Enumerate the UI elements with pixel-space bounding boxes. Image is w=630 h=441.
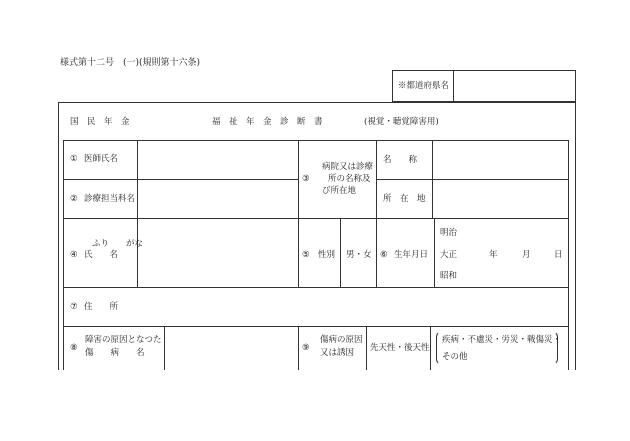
birth-num: ⑥ — [380, 250, 388, 260]
prefecture-field[interactable] — [454, 71, 574, 101]
patient-name-label: 氏 名 — [84, 250, 119, 260]
birth-month: 月 — [522, 250, 531, 260]
origin-options-2[interactable]: その他 — [442, 352, 468, 362]
department-label: 診療担当科名 — [84, 194, 136, 204]
hospital-name-label: 名 称 — [383, 155, 418, 165]
line — [298, 326, 299, 370]
doctor-name-label: 医師氏名 — [84, 154, 119, 164]
line — [434, 218, 435, 287]
furigana-label: ふり がな — [92, 239, 144, 249]
hospital-label-2: 所の名称及 — [328, 174, 371, 184]
origin-num: ⑨ — [302, 343, 310, 353]
line — [366, 326, 367, 370]
address-field[interactable] — [138, 289, 568, 325]
hospital-address-label: 所 在 地 — [383, 194, 426, 204]
title-main: 福 祉 年 金 診 断 書 — [212, 117, 323, 127]
era-showa[interactable]: 昭和 — [440, 271, 458, 281]
birth-year: 年 — [489, 250, 498, 260]
cause-field[interactable] — [165, 327, 297, 369]
line — [376, 218, 377, 287]
line — [298, 140, 299, 287]
era-meiji[interactable]: 明治 — [440, 228, 458, 238]
sex-value[interactable]: 男・女 — [346, 250, 372, 260]
title-suffix: (視覚・聴覚障害用) — [364, 117, 439, 127]
line — [430, 326, 431, 370]
line — [63, 287, 569, 288]
congenital-acquired[interactable]: 先天性・後天性 — [370, 343, 430, 353]
title-left: 国 民 年 金 — [70, 117, 130, 127]
hospital-label-3: び所在地 — [322, 186, 357, 196]
sex-label: 性別 — [318, 250, 336, 260]
hospital-num: ③ — [302, 174, 310, 184]
birth-label: 生年月日 — [394, 250, 429, 260]
address-num: ⑦ — [70, 302, 78, 312]
cause-label-2: 傷 病 名 — [85, 348, 145, 358]
line — [376, 140, 377, 218]
patient-name-field[interactable] — [138, 219, 297, 286]
patient-num: ④ — [70, 250, 78, 260]
doctor-num: ① — [70, 154, 78, 164]
hospital-address-field[interactable] — [433, 180, 568, 217]
prefecture-label: ※都道府県名 — [398, 81, 450, 91]
birth-day: 日 — [554, 250, 563, 260]
form-number: 様式第十二号 (一)(規則第十六条) — [60, 58, 201, 68]
hospital-label-1: 病院又は診療 — [322, 162, 374, 172]
origin-options-1[interactable]: 疾病・不慮災・労災・戦傷災・ — [442, 335, 562, 345]
origin-label-1: 傷病の原因 — [320, 335, 363, 345]
doctor-name-field[interactable] — [138, 141, 297, 178]
department-num: ② — [70, 194, 78, 204]
department-field[interactable] — [138, 180, 297, 217]
sex-num: ⑤ — [302, 250, 310, 260]
cause-label-1: 障害の原因となつた — [85, 335, 162, 345]
cause-num: ⑧ — [70, 343, 78, 353]
origin-label-2: 又は誘因 — [320, 348, 355, 358]
era-taisho[interactable]: 大正 — [440, 250, 458, 260]
line — [63, 326, 569, 327]
hospital-name-field[interactable] — [433, 141, 568, 178]
line — [340, 218, 341, 287]
address-label: 住 所 — [84, 302, 119, 312]
